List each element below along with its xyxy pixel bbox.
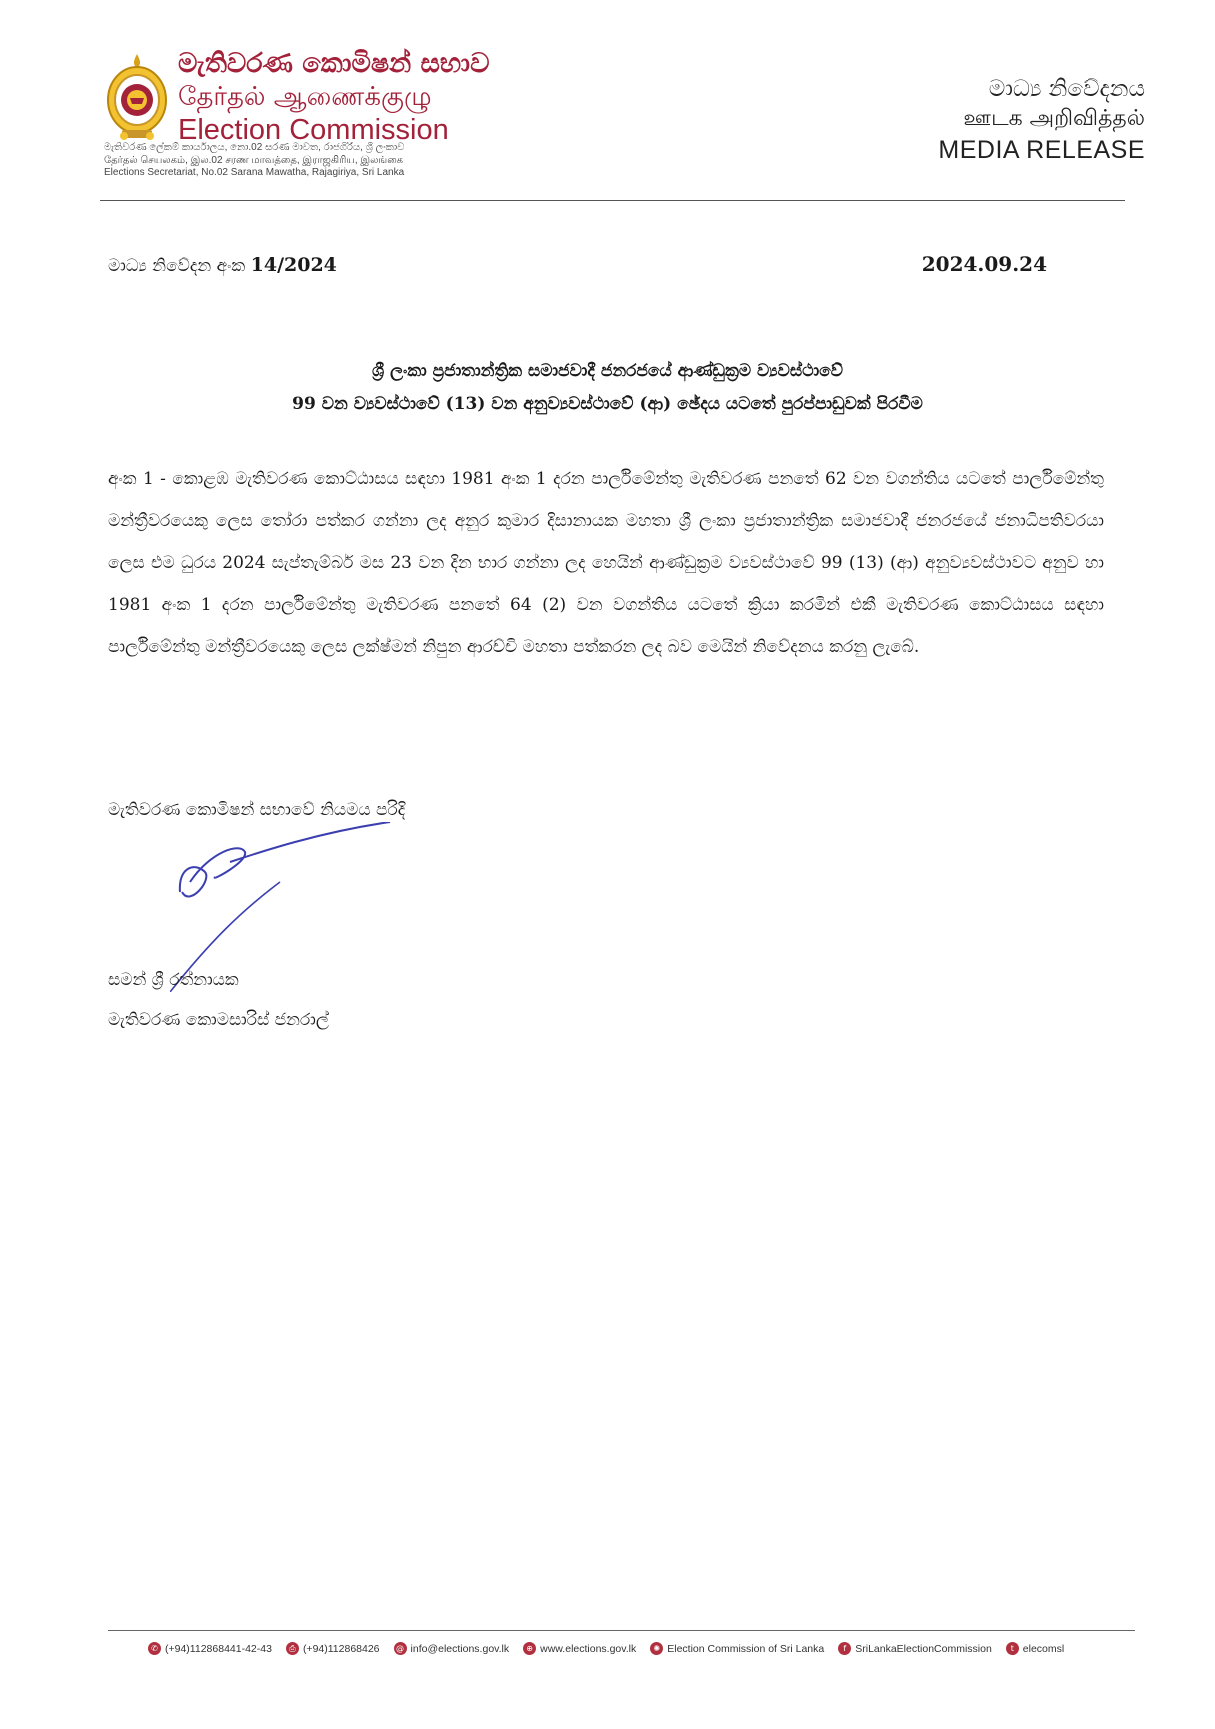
footer-phone-text: (+94)112868441-42-43 [165,1642,272,1655]
footer-organization-text: Election Commission of Sri Lanka [667,1642,825,1655]
footer-fax[interactable] [286,1642,380,1655]
org-name-tamil: தேர்தல் ஆணைக்குழு [178,82,432,112]
org-name-english: Election Commission [178,114,449,146]
footer-fax-text: (+94)112868426 [302,1642,380,1655]
release-title [150,355,1065,421]
footer-divider [108,1630,1135,1631]
web-icon: ⊕ [523,1642,536,1655]
release-body: අංක 1 - කොළඹ මැතිවරණ කොට්ඨාසය සඳහා 1981 අංක 1 දරන පාර්ලිමේන්තු මැතිවරණ පනතේ 62 වන වගන්තිය යටතේ පාර්ලිමේන්තු මන්ත්‍රීවරයෙකු ලෙස තෝරා පත්කර ගන්නා ලද අනුර කුමාර දිසානායක මහතා ශ්‍රී ලංකා ප්‍රජාතාන්ත්‍රික සමාජවාදී ජනරජයේ ජනාධිපතිවරයා ලෙස එම ධුරය 2024 සැප්තැම්බර් මස 23 වන දින භාර ගන්නා ලද හෙයින් ආණ්ඩුක්‍රම ව්‍යවස්ථාවේ 99 (13) (ආ) අනුව්‍යවස්ථාවට අනුව හා 1981 අංක 1 දරන පාර්ලිමේන්තු මැතිවරණ පනතේ 64 (2) වන වගන්තිය යටතේ ක්‍රියා කරමින් එකී මැතිවරණ කොට්ඨාසය සඳහා පාර්ලිමේන්තු මන්ත්‍රීවරයෙකු ලෙස ලක්ෂ්මන් නිපුන ආරච්චි මහතා පත්කරන ලද බව මෙයින් නිවේදනය කරනු ලැබේ. [108,469,1104,657]
title-line-1: ශ්‍රී ලංකා ප්‍රජාතාන්ත්‍රික සමාජවාදී ජනරජයේ ආණ්ඩුක්‍රම ව්‍යවස්ථාවේ [372,361,843,381]
twitter-icon: t [1006,1642,1019,1655]
release-date: 2024.09.24 [921,252,1047,276]
org-name-sinhala: මැතිවරණ කොමිෂන් සභාව [178,48,490,79]
organization-name [178,48,498,146]
reference-number [108,254,337,276]
sri-lanka-emblem-icon [104,52,170,144]
address-line-sinhala: මැතිවරණ ලේකම් කාර්යාලය, නො.02 සරණ මාවත, රාජගිරිය, ශ්‍රී ලංකාව [104,142,405,153]
contact-footer [148,1642,1138,1655]
title-line-2: 99 වන ව්‍යවස්ථාවේ (13) වන අනුව්‍යවස්ථාවේ (ආ) ඡේදය යටතේ පුරප්පාඩුවක් පිරවීම [292,394,923,414]
signature-icon [170,822,400,992]
media-release-tamil: ஊடக அறிவித்தல் [963,106,1145,131]
footer-twitter[interactable] [1006,1642,1064,1655]
media-release-sinhala: මාධ්‍ය නිවේදනය [988,76,1145,102]
footer-website-text: www.elections.gov.lk [540,1642,637,1655]
signatory-designation: මැතිවරණ කොමසාරිස් ජනරාල් [108,1010,329,1030]
address-line-tamil: தேர்தல் செயலகம், இல.02 சரண மாவத்தை, இராஜகிரிய, இலங்கை [104,154,404,166]
media-release-heading [825,74,1145,166]
media-release-english: MEDIA RELEASE [938,136,1145,164]
footer-facebook[interactable] [838,1642,992,1655]
facebook-icon: f [838,1642,851,1655]
signatory-name: සමන් ශ්‍රී රත්නායක [108,970,239,990]
header-divider [100,200,1125,201]
footer-website[interactable] [523,1642,636,1655]
email-icon: @ [394,1642,407,1655]
footer-twitter-text: elecomsl [1022,1642,1065,1655]
footer-phone[interactable] [148,1642,272,1655]
address-block [104,142,494,180]
closing-line: මැතිවරණ කොමිෂන් සභාවේ නියමය පරිදි [108,800,406,820]
footer-email[interactable] [394,1642,510,1655]
footer-email-text: info@elections.gov.lk [410,1642,510,1655]
reference-prefix: මාධ්‍ය නිවේදන අංක [108,256,251,276]
reference-value: 14/2024 [250,254,337,276]
footer-organization[interactable] [650,1642,824,1655]
address-line-english: Elections Secretariat, No.02 Sarana Mawatha, Rajagiriya, Sri Lanka [104,167,405,178]
phone-icon: ✆ [148,1642,161,1655]
emblem-icon: ✺ [650,1642,663,1655]
footer-facebook-text: SriLankaElectionCommission [855,1642,992,1655]
fax-icon: ⎙ [286,1642,299,1655]
